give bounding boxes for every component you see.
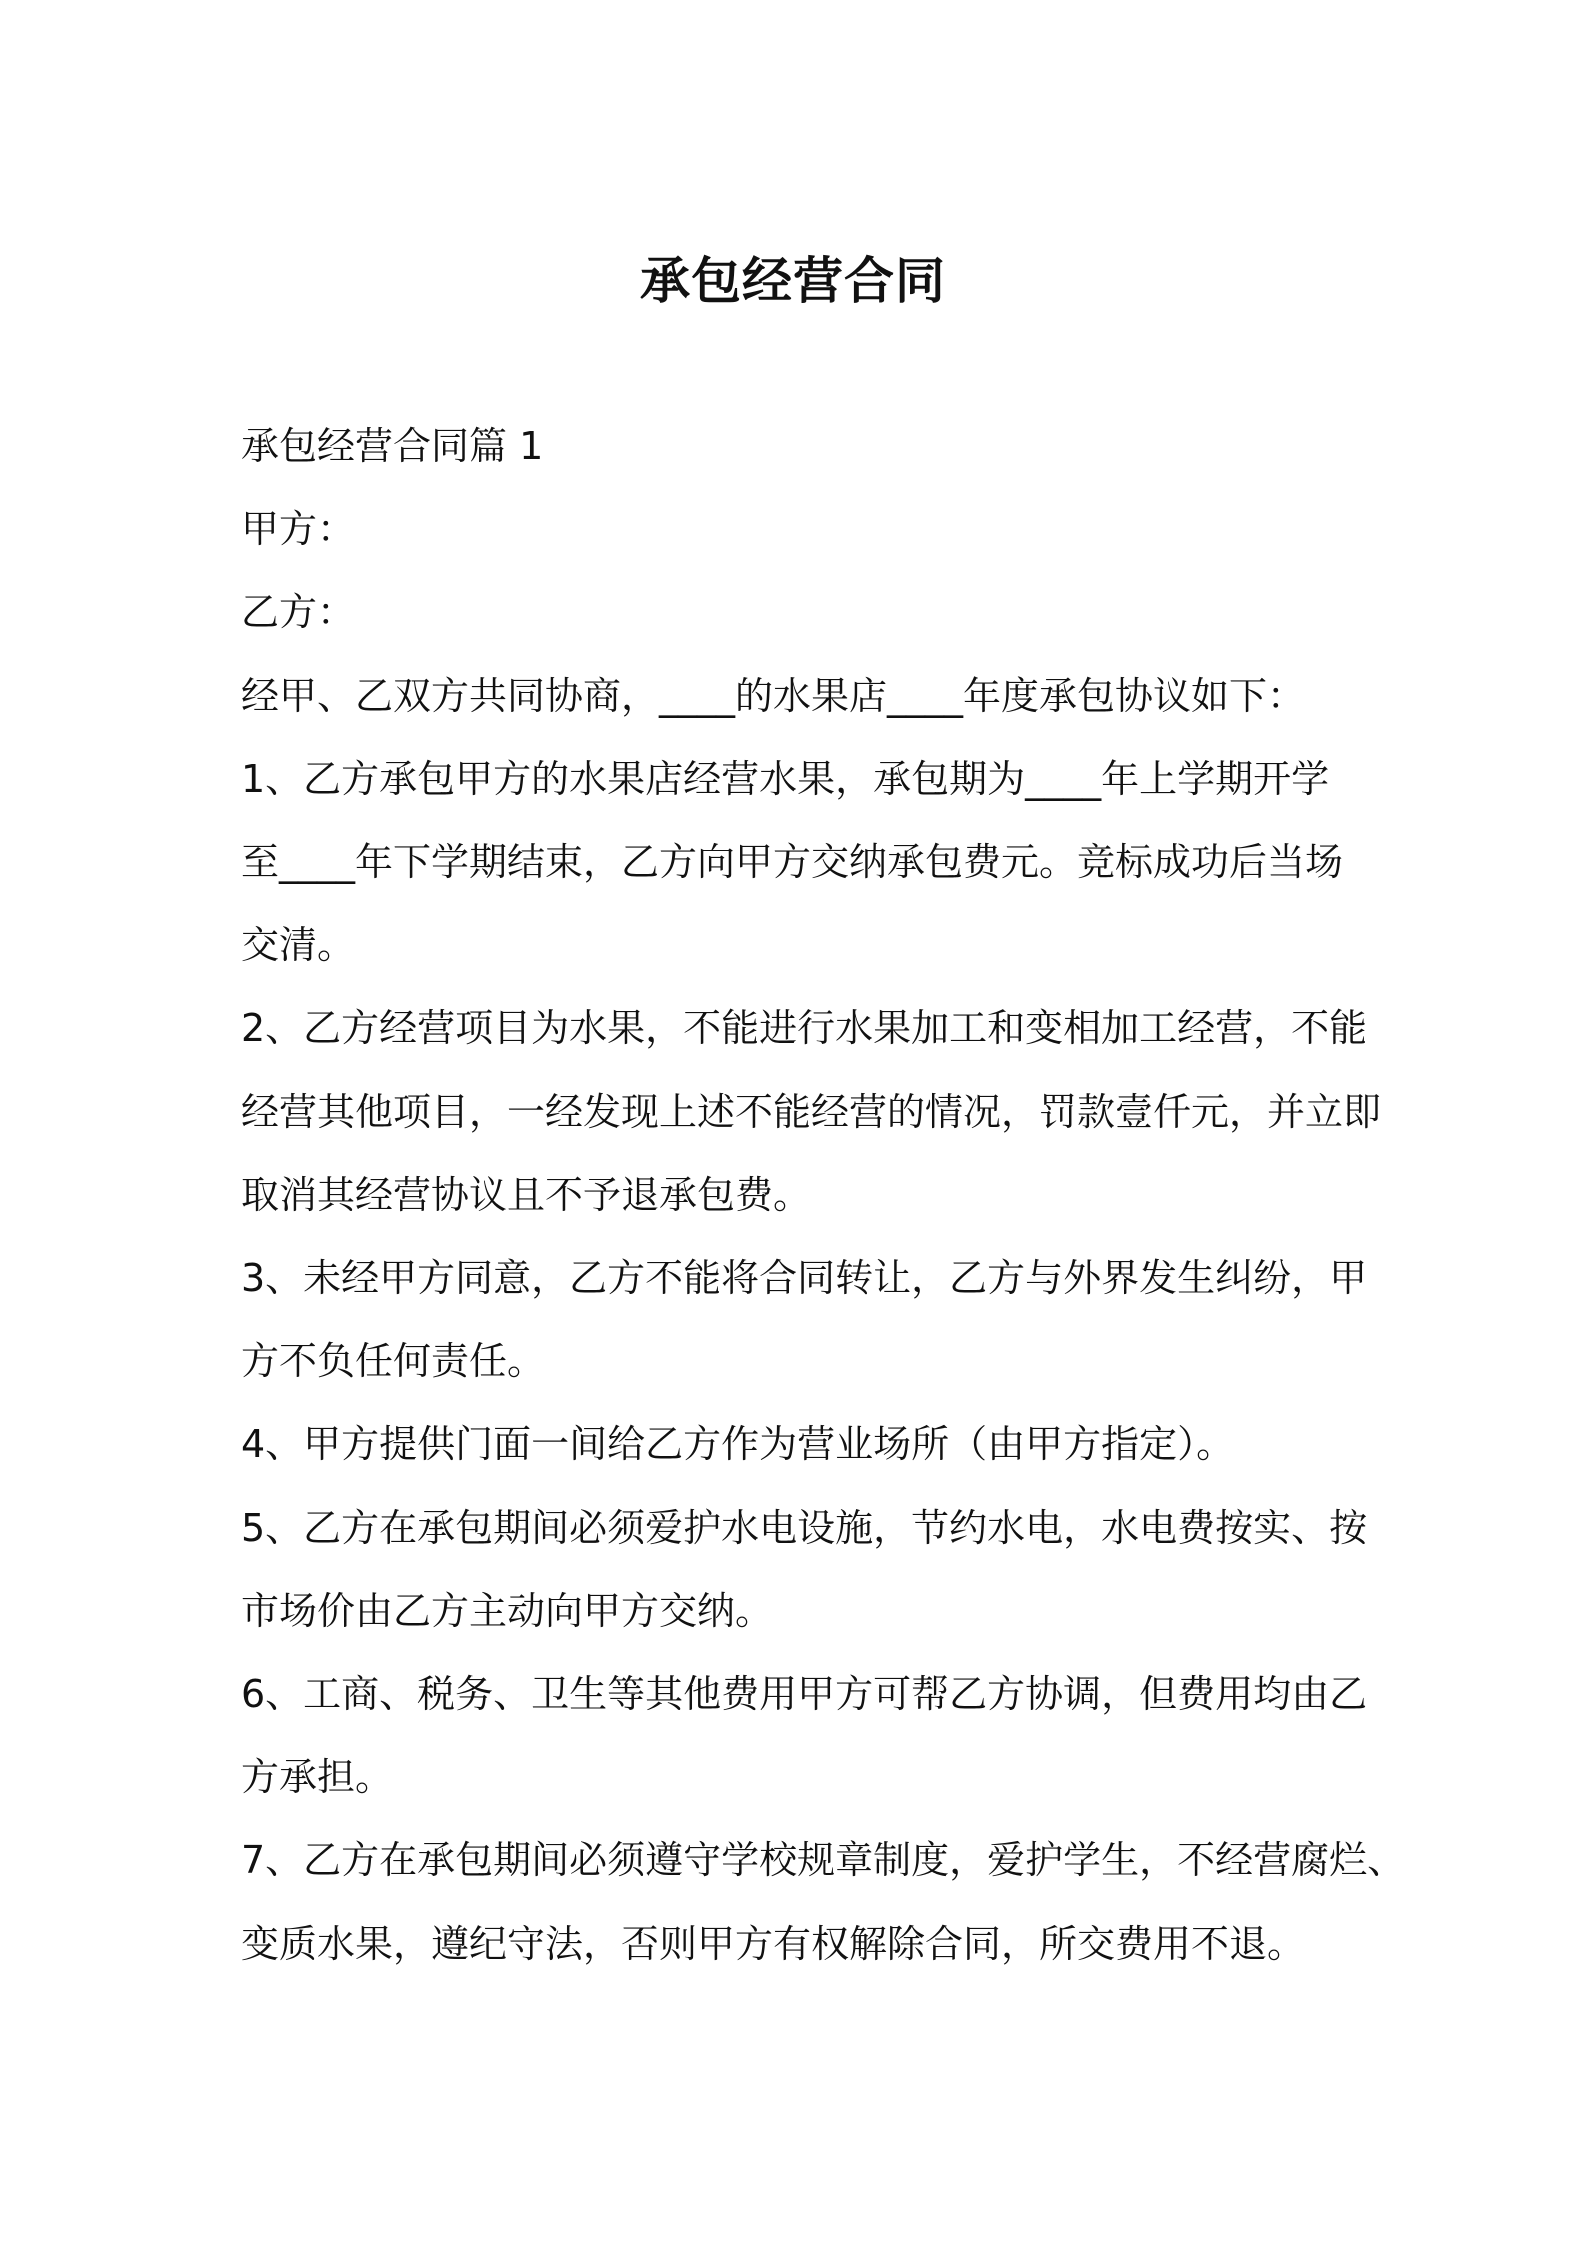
document-body: [241, 405, 1406, 1986]
clause-5-line-2: 市场价由乙方主动向甲方交纳。: [241, 1588, 774, 1633]
clause-4-line-1: 4、甲方提供门面一间给乙方作为营业场所（由甲方指定）。: [241, 1422, 1235, 1467]
clause-7-line-1: 7、乙方在承包期间必须遵守学校规章制度，爱护学生，不经营腐烂、: [241, 1838, 1406, 1883]
section-heading: 承包经营合同篇 1: [241, 424, 544, 468]
document-title: 承包经营合同: [640, 251, 946, 310]
clause-3-line-1: 3、未经甲方同意，乙方不能将合同转让，乙方与外界发生纠纷，甲: [241, 1256, 1368, 1301]
clause-1-line-1: 1、乙方承包甲方的水果店经营水果，承包期为____年上学期开学: [241, 756, 1330, 801]
clause-5-line-1: 5、乙方在承包期间必须爱护水电设施，节约水电，水电费按实、按: [241, 1505, 1368, 1550]
clause-6-line-2: 方承担。: [241, 1755, 394, 1800]
party-a-line: 甲方：: [241, 507, 356, 552]
clause-2-line-1: 2、乙方经营项目为水果，不能进行水果加工和变相加工经营，不能: [241, 1006, 1368, 1051]
clause-2-line-2: 经营其他项目，一经发现上述不能经营的情况，罚款壹仟元，并立即: [241, 1089, 1382, 1134]
clause-2-line-3: 取消其经营协议且不予退承包费。: [241, 1172, 812, 1217]
preamble-line: 经甲、乙双方共同协商，____的水果店____年度承包协议如下：: [241, 673, 1306, 718]
party-b-line: 乙方：: [241, 590, 356, 635]
clause-7-line-2: 变质水果，遵纪守法，否则甲方有权解除合同，所交费用不退。: [241, 1921, 1306, 1966]
clause-6-line-1: 6、工商、税务、卫生等其他费用甲方可帮乙方协调，但费用均由乙: [241, 1672, 1368, 1717]
clause-3-line-2: 方不负任何责任。: [241, 1339, 546, 1384]
clause-1-line-3: 交清。: [241, 923, 356, 968]
clause-1-line-2: 至____年下学期结束，乙方向甲方交纳承包费元。竞标成功后当场: [241, 840, 1344, 885]
